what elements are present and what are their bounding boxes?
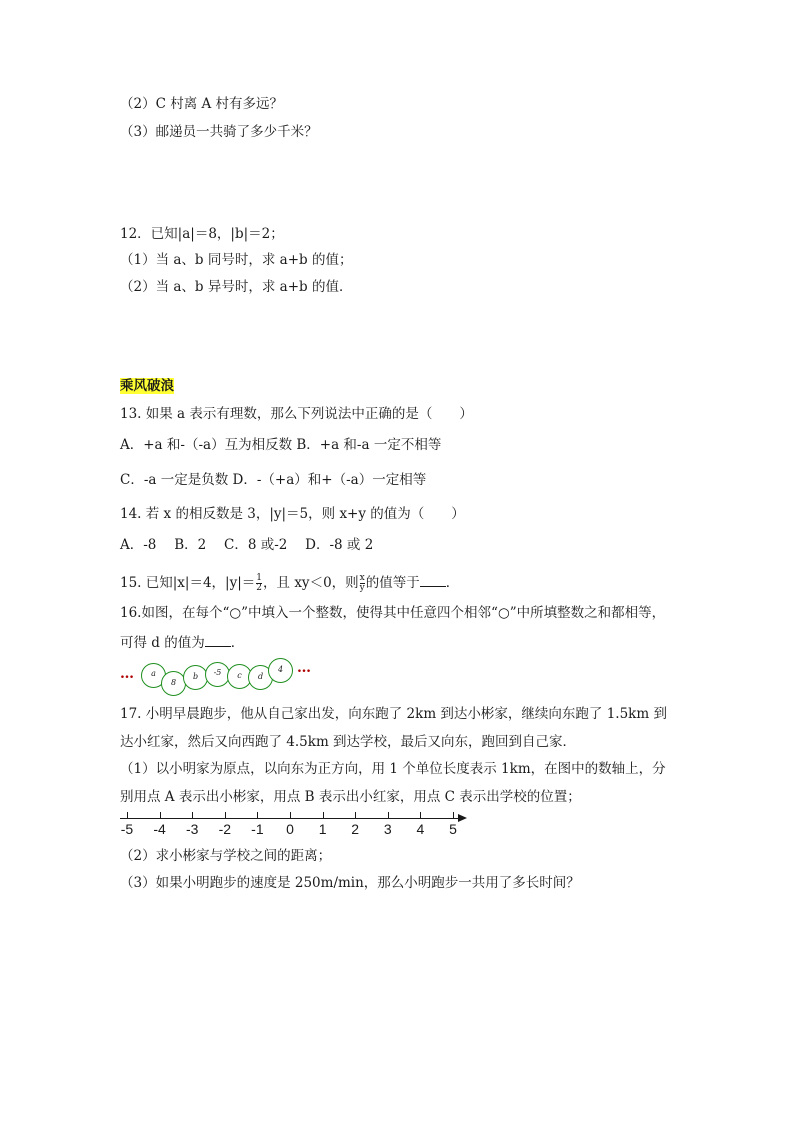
q15-end: ． [445, 575, 460, 591]
number-line-label: -4 [153, 821, 166, 837]
section-title: 乘风破浪 [120, 378, 174, 394]
q11-part3: （3）邮递员一共骑了多少千米？ [120, 124, 318, 140]
q16-answer-blank [205, 632, 231, 647]
circle-d: d [248, 665, 273, 690]
circle-b: b [183, 665, 208, 690]
circle-8: 8 [161, 671, 186, 696]
q17-stem-2: 达小红家，然后又向西跑了 4.5km 到达学校，最后又向东，跑回到自己家． [120, 734, 577, 750]
q16-text: 可得 d 的值为 [120, 635, 205, 651]
number-line-tick [420, 812, 421, 818]
number-line-tick [290, 812, 291, 818]
number-line-tick [225, 812, 226, 818]
q12-part2: （2）当 a、b 异号时，求 a+b 的值． [120, 279, 353, 295]
number-line-label: -1 [251, 821, 264, 837]
q15-text-c: 的值等于 [365, 575, 420, 591]
q16-end: ． [230, 635, 245, 651]
number-line-tick [453, 812, 454, 818]
number-line-label: 0 [286, 821, 294, 837]
number-line-label: 3 [383, 821, 392, 837]
q13-options-cd: C．-a 一定是负数 D．-（+a）和+（-a）一定相等 [120, 472, 427, 488]
q15-frac-num: 1 [256, 573, 263, 583]
circle-neg5: -5 [205, 662, 230, 687]
q17-part1-a: （1）以小明家为原点，以向东为正方向，用 1 个单位长度表示 1km，在图中的数轴上，分 [120, 761, 666, 777]
number-line-label: 4 [416, 821, 425, 837]
q17-part1-b: 别用点 A 表示出小彬家，用点 B 表示出小红家，用点 C 表示出学校的位置； [120, 789, 581, 805]
ellipsis-left: … [120, 666, 135, 682]
q15-frac-den: 2 [256, 583, 263, 593]
number-line-label: 5 [449, 821, 457, 837]
q15-fraction [256, 574, 262, 593]
circle-4: 4 [268, 658, 293, 683]
q16-stem-2 [120, 632, 244, 653]
q15-answer-blank [420, 572, 446, 587]
number-line-label: 1 [318, 821, 327, 837]
q16-stem-1: 16.如图，在每个“○”中填入一个整数，使得其中任意四个相邻“○”中所填整数之和都相等， [120, 605, 666, 621]
number-line-label: -2 [218, 821, 232, 837]
q15-xy-fraction [360, 574, 365, 593]
q15-text-a: 15. 已知|x|＝4，|y|＝ [120, 575, 256, 591]
number-line-tick [323, 812, 324, 818]
q15-y: y [359, 583, 365, 593]
q17-part2: （2）求小彬家与学校之间的距离； [120, 848, 332, 864]
number-line-label: -3 [185, 821, 199, 837]
q13-stem: 13. 如果 a 表示有理数，那么下列说法中正确的是（ ） [120, 406, 473, 422]
q12-stem: 12．已知|a|＝8，|b|＝2； [120, 226, 284, 242]
number-line-tick [160, 812, 161, 818]
number-line-tick [192, 812, 193, 818]
q17-stem-1: 17. 小明早晨跑步，他从自己家出发，向东跑了 2km 到达小彬家，继续向东跑了 1.5km 到 [120, 706, 667, 722]
q14-stem: 14. 若 x 的相反数是 3，|y|＝5，则 x+y 的值为（ ） [120, 506, 465, 522]
q13-options-ab: A．+a 和-（-a）互为相反数 B．+a 和-a 一定不相等 [120, 437, 442, 453]
circle-c: c [227, 664, 252, 689]
number-line-tick [257, 812, 258, 818]
q14-options: A．-8 B．2 C．8 或-2 D．-8 或 2 [120, 537, 374, 553]
section-heading [120, 376, 174, 396]
q11-part2: （2）C 村离 A 村有多远？ [120, 96, 284, 112]
q15-x: x [359, 573, 365, 583]
q12-part1: （1）当 a、b 同号时，求 a+b 的值； [120, 252, 353, 268]
number-line-label: -5 [120, 821, 134, 837]
q17-part3: （3）如果小明跑步的速度是 250m/min，那么小明跑步一共用了多长时间？ [120, 875, 580, 891]
number-line-axis [120, 818, 460, 819]
ellipsis-right: … [297, 660, 312, 676]
number-line-tick [127, 812, 128, 818]
number-line-tick [388, 812, 389, 818]
q15-text-b: ，且 xy＜0，则 [263, 575, 359, 591]
q15-stem [120, 572, 459, 593]
number-line-label: 2 [351, 821, 360, 837]
number-line-tick [355, 812, 356, 818]
circle-a: a [141, 663, 166, 688]
